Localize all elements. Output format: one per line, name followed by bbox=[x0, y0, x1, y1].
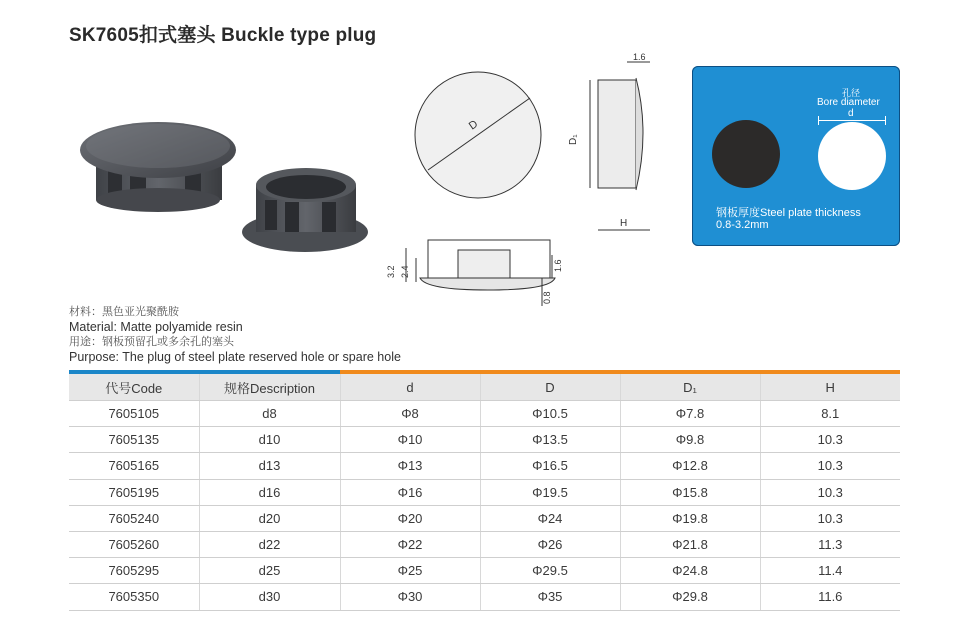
cell-D1: Φ29.8 bbox=[620, 584, 760, 610]
cell-D1: Φ21.8 bbox=[620, 531, 760, 557]
header-code: 代号Code bbox=[69, 374, 199, 401]
material-en: Material: Matte polyamide resin bbox=[69, 320, 243, 334]
page-title: SK7605扣式塞头 Buckle type plug bbox=[69, 25, 377, 46]
table-row bbox=[69, 453, 900, 479]
steel-plate-hole bbox=[818, 122, 886, 190]
cell-description: d10 bbox=[199, 427, 340, 453]
cell-description: d30 bbox=[199, 584, 340, 610]
cell-D1: Φ7.8 bbox=[620, 401, 760, 427]
cell-d: Φ16 bbox=[340, 479, 480, 505]
table-row bbox=[69, 479, 900, 505]
cell-D1: Φ24.8 bbox=[620, 558, 760, 584]
cell-D1: Φ12.8 bbox=[620, 453, 760, 479]
technical-drawings bbox=[380, 50, 680, 310]
cell-D: Φ16.5 bbox=[480, 453, 620, 479]
label-D: D bbox=[466, 118, 481, 133]
cell-D: Φ35 bbox=[480, 584, 620, 610]
cell-code: 7605165 bbox=[69, 453, 199, 479]
cell-D1: Φ9.8 bbox=[620, 427, 760, 453]
product-info bbox=[69, 305, 401, 365]
label-1-6-bottom: 1.6 bbox=[553, 259, 563, 272]
header-description: 规格Description bbox=[199, 374, 340, 401]
product-photo bbox=[60, 100, 390, 270]
purpose-cn: 用途：钢板预留孔或多余孔的塞头 bbox=[69, 336, 234, 348]
cell-H: 8.1 bbox=[760, 401, 900, 427]
cell-d: Φ30 bbox=[340, 584, 480, 610]
label-2-4: 2.4 bbox=[400, 265, 410, 278]
cell-code: 7605240 bbox=[69, 505, 199, 531]
header-D1: D₁ bbox=[620, 374, 760, 401]
cell-description: d8 bbox=[199, 401, 340, 427]
cell-description: d13 bbox=[199, 453, 340, 479]
table-row bbox=[69, 531, 900, 557]
cell-H: 11.3 bbox=[760, 531, 900, 557]
cell-D: Φ19.5 bbox=[480, 479, 620, 505]
table-header-row bbox=[69, 374, 900, 401]
cell-D: Φ13.5 bbox=[480, 427, 620, 453]
cell-H: 10.3 bbox=[760, 427, 900, 453]
cell-d: Φ10 bbox=[340, 427, 480, 453]
bore-diameter-panel bbox=[692, 66, 900, 246]
cell-d: Φ20 bbox=[340, 505, 480, 531]
cell-D: Φ24 bbox=[480, 505, 620, 531]
cell-d: Φ22 bbox=[340, 531, 480, 557]
cell-H: 10.3 bbox=[760, 479, 900, 505]
cell-d: Φ25 bbox=[340, 558, 480, 584]
cell-H: 11.4 bbox=[760, 558, 900, 584]
cell-code: 7605295 bbox=[69, 558, 199, 584]
cell-code: 7605195 bbox=[69, 479, 199, 505]
table-row bbox=[69, 505, 900, 531]
cell-code: 7605260 bbox=[69, 531, 199, 557]
table-row bbox=[69, 584, 900, 610]
cell-d: Φ13 bbox=[340, 453, 480, 479]
plug-cap-up bbox=[80, 122, 236, 212]
table-row bbox=[69, 427, 900, 453]
cell-D1: Φ15.8 bbox=[620, 479, 760, 505]
label-1-6-top: 1.6 bbox=[633, 52, 646, 62]
material-cn: 材料：黑色亚光聚酰胺 bbox=[69, 306, 179, 318]
cell-D: Φ29.5 bbox=[480, 558, 620, 584]
bore-label-cn: 孔径 bbox=[842, 88, 861, 98]
plug-top-view bbox=[712, 120, 780, 188]
header-D: D bbox=[480, 374, 620, 401]
cell-H: 10.3 bbox=[760, 453, 900, 479]
cell-D: Φ10.5 bbox=[480, 401, 620, 427]
bore-dimension-line bbox=[818, 120, 886, 121]
cell-D1: Φ19.8 bbox=[620, 505, 760, 531]
table-row bbox=[69, 401, 900, 427]
cell-D: Φ26 bbox=[480, 531, 620, 557]
label-H: H bbox=[620, 218, 628, 229]
cell-description: d22 bbox=[199, 531, 340, 557]
spec-table bbox=[69, 370, 900, 611]
cell-description: d25 bbox=[199, 558, 340, 584]
label-0-8: 0.8 bbox=[542, 291, 552, 304]
header-d: d bbox=[340, 374, 480, 401]
plug-open-side bbox=[242, 168, 368, 252]
cell-d: Φ8 bbox=[340, 401, 480, 427]
cell-H: 10.3 bbox=[760, 505, 900, 531]
cell-code: 7605105 bbox=[69, 401, 199, 427]
bore-label-en: Bore diameter bbox=[817, 97, 880, 108]
label-D1: D₁ bbox=[568, 134, 579, 145]
cell-code: 7605135 bbox=[69, 427, 199, 453]
label-3-2: 3.2 bbox=[386, 265, 396, 278]
cell-code: 7605350 bbox=[69, 584, 199, 610]
purpose-en: Purpose: The plug of steel plate reserved hole or spare hole bbox=[69, 350, 401, 364]
table-top-bar bbox=[69, 370, 900, 374]
table-row bbox=[69, 558, 900, 584]
bore-label-d: d bbox=[848, 108, 854, 119]
cell-description: d16 bbox=[199, 479, 340, 505]
plate-thickness-text: 钢板厚度Steel plate thickness 0.8-3.2mm bbox=[716, 207, 861, 231]
cell-H: 11.6 bbox=[760, 584, 900, 610]
header-H: H bbox=[760, 374, 900, 401]
cell-description: d20 bbox=[199, 505, 340, 531]
